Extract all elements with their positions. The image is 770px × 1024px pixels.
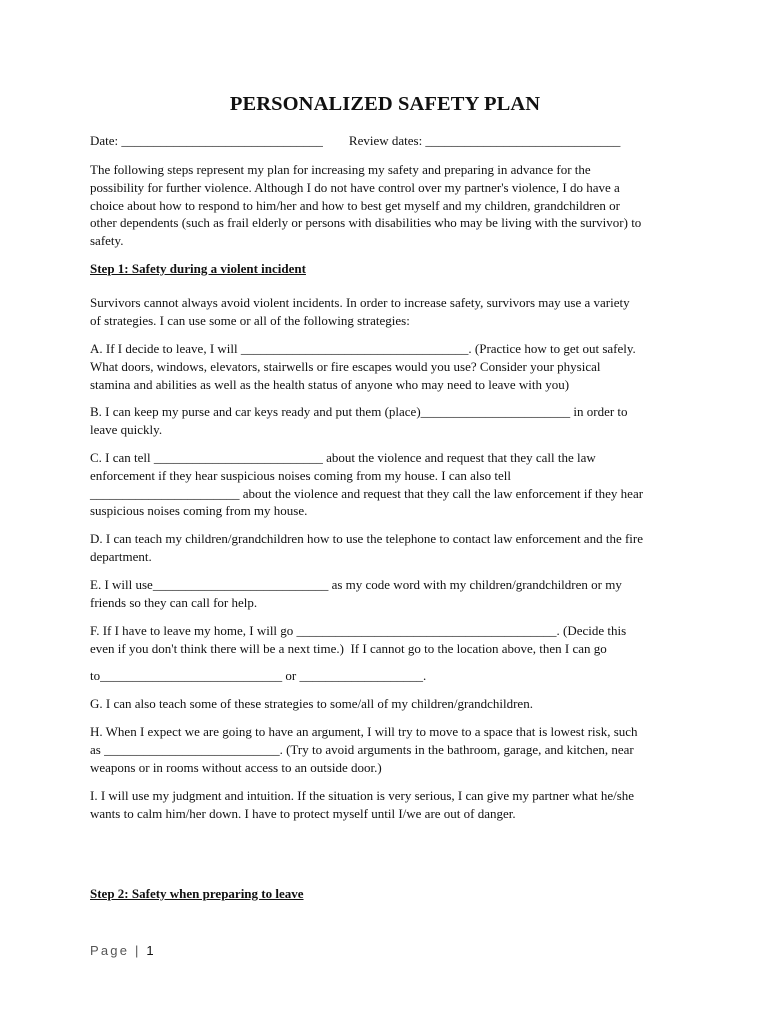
step1-heading: Step 1: Safety during a violent incident [90, 261, 306, 276]
item-g: G. I can also teach some of these strategies to some/all of my children/grandchildren. [90, 696, 533, 711]
item-e: E. I will use___________________________ as my code word with my children/grandchildren or my friends so they can call for help. [90, 577, 622, 610]
page-footer [90, 943, 154, 958]
item-f: F. If I have to leave my home, I will go ________________________________________. (Decide this even if you don't think there will be a next time.) If I cannot go to the location above, then I can go [90, 623, 627, 656]
document-title: PERSONALIZED SAFETY PLAN [229, 93, 541, 115]
item-f-continued: to____________________________ or ___________________. [90, 668, 427, 683]
date-review-line: Date: _______________________________ Review dates: ______________________________ [90, 133, 621, 148]
item-i: I. I will use my judgment and intuition. If the situation is very serious, I can give my partner what he/she wants to calm him/her down. I have to protect myself until I/we are out of danger. [90, 788, 635, 821]
item-a: A. If I decide to leave, I will ___________________________________. (Practice how to get out safely. What doors, windows, elevators, stairwells or fire escapes would you use? Consider your physical stamina and abilities as well as the health status of anyone who may need to leave with you) [90, 341, 636, 392]
page-number: 1 [146, 943, 154, 958]
intro-paragraph: The following steps represent my plan for increasing my safety and preparing in advance for the possibility for further violence. Although I do not have control over my partner's violence, I do have a choice about how to respond to him/her and how to best get myself and my children, grandchildren or other dependents (such as frail elderly or persons with disabilities who may be living with the survivor) to safety. [90, 162, 642, 249]
step1-intro: Survivors cannot always avoid violent incidents. In order to increase safety, survivors may use a variety of strategies. I can use some or all of the following strategies: [90, 295, 630, 328]
item-c: C. I can tell __________________________ about the violence and request that they call the law enforcement if they hear suspicious noises coming from my house. I can also tell _______________________ about the violence and request that they call the law enforcement if they hear suspicious noises coming from my house. [90, 450, 644, 519]
item-d: D. I can teach my children/grandchildren how to use the telephone to contact law enforcement and the fire department. [90, 531, 644, 564]
item-b: B. I can keep my purse and car keys ready and put them (place)_______________________ in order to leave quickly. [90, 404, 628, 437]
item-h: H. When I expect we are going to have an argument, I will try to move to a space that is lowest risk, such as ___________________________. (Try to avoid arguments in the bathroom, garage, and kitchen, near weapons or in rooms without access to an outside door.) [90, 724, 638, 775]
page-label: Page | [90, 943, 147, 958]
step2-heading: Step 2: Safety when preparing to leave [90, 886, 304, 901]
